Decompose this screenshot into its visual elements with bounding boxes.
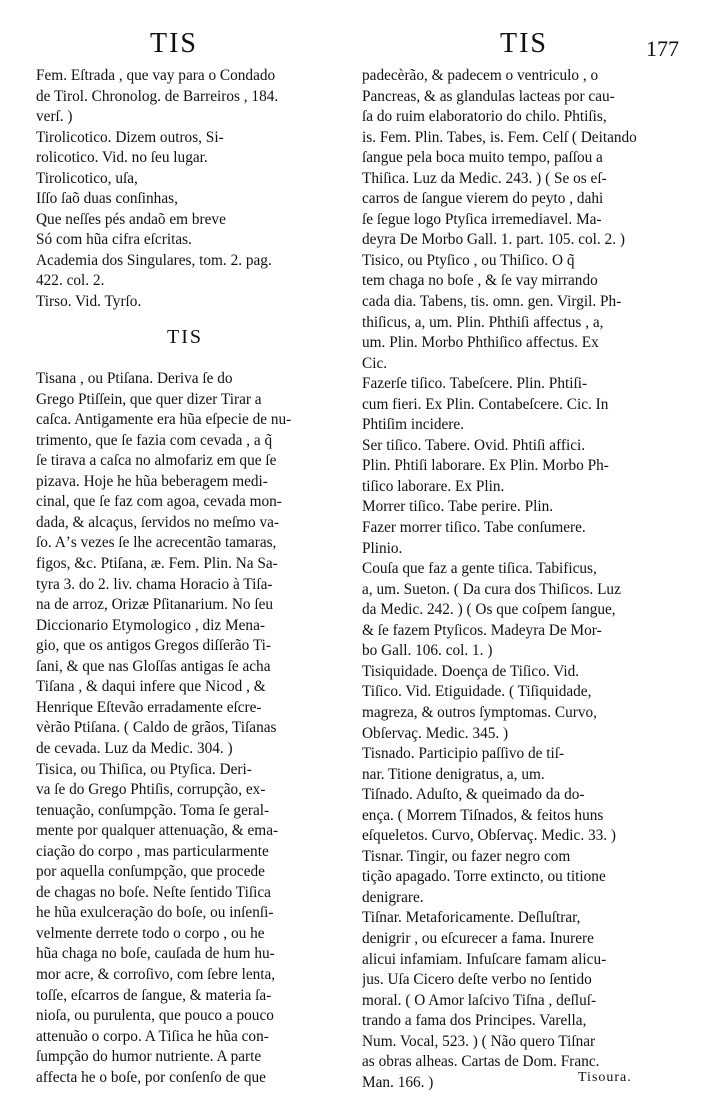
text-line: caſca. Antigamente era hũa eſpecie de nu- <box>36 411 292 429</box>
text-line: is. Fem. Plin. Tabes, is. Fem. Celſ ( Deitando <box>362 128 637 146</box>
text-line: cinal, que ſe faz com agoa, cevada mon- <box>36 493 282 511</box>
text-line: ſani, & que nas Gloſſas antigas ſe acha <box>36 657 271 675</box>
text-line: trimento, que ſe fazia com cevada , a q̃ <box>36 431 273 449</box>
text-line: Morrer tiſico. Tabe perire. Plin. <box>362 498 554 516</box>
text-line: de Tirol. Chronolog. de Barreiros , 184. <box>36 87 279 105</box>
text-line: pizava. Hoje he hũa beberagem medi- <box>36 472 268 490</box>
text-line: vèrão Ptiſana. ( Caldo de grãos, Tiſanas <box>36 719 277 737</box>
text-line: tyra 3. do 2. liv. chama Horacio à Tiſa- <box>36 575 273 593</box>
text-line: carros de ſangue vierem do peyto , dahi <box>362 190 604 208</box>
text-line: Cic. <box>362 354 388 372</box>
text-line: Grego Ptiſſein, que quer dizer Tirar a <box>36 390 262 408</box>
text-line: figos, &c. Ptiſana, æ. Fem. Plin. Na Sa- <box>36 555 278 573</box>
text-line: da Medic. 242. ) ( Os que coſpem ſangue, <box>362 601 616 619</box>
text-line: va ſe do Grego Phtiſis, corrupção, ex- <box>36 781 266 799</box>
text-line: as obras alheas. Cartas de Dom. Franc. <box>362 1053 600 1071</box>
text-line: Man. 166. ) <box>362 1073 434 1091</box>
text-line: Phtiſim incidere. <box>362 416 464 434</box>
text-line: cada dia. Tabens, tis. omn. gen. Virgil. Ph- <box>362 293 622 311</box>
text-line: mente por qualquer attenuação, & ema- <box>36 822 279 840</box>
text-line: deyra De Morbo Gall. 1. part. 105. col. 2. ) <box>362 231 625 249</box>
text-line: moral. ( O Amor laſcivo Tiſna , deſluſ- <box>362 991 597 1009</box>
text-line: Tiſico. Vid. Etiguidade. ( Tiſiquidade, <box>362 683 592 701</box>
page-number: 177 <box>646 36 679 61</box>
text-line: ſa do ruim elaboratorio do chilo. Phtiſis, <box>362 108 607 126</box>
left-column <box>36 66 334 1088</box>
text-line: Tisico, ou Ptyſico , ou Thiſico. O q̃ <box>362 251 575 269</box>
text-line: Pancreas, & as glandulas lacteas por cau- <box>362 87 615 105</box>
text-line: Tisnar. Tingir, ou fazer negro com <box>362 847 571 865</box>
right-column <box>362 66 660 1093</box>
text-line: denigrare. <box>362 888 424 906</box>
text-line: Thiſica. Luz da Medic. 243. ) ( Se os eſ- <box>362 169 607 187</box>
text-line: nioſa, ou purulenta, que pouco a pouco <box>36 1007 274 1025</box>
text-line: a, um. Sueton. ( Da cura dos Thiſicos. Luz <box>362 580 621 598</box>
text-line: Ser tiſico. Tabere. Ovid. Phtiſi affici. <box>362 436 586 454</box>
catchword: Tisoura. <box>578 1070 632 1085</box>
text-line: verſ. ) <box>36 108 73 126</box>
text-line: cum fieri. Ex Plin. Contabeſcere. Cic. In <box>362 395 609 413</box>
text-line: ſe tirava a caſca no almofariz em que ſe <box>36 452 277 470</box>
text-line: & ſe fazem Ptyſicos. Madeyra De Mor- <box>362 621 602 639</box>
text-line: ſangue pela boca muito tempo, paſſou a <box>362 149 603 167</box>
text-line: Fem. Eſtrada , que vay para o Condado <box>36 67 276 84</box>
text-line: Henrique Eſtevão erradamente eſcre- <box>36 698 262 716</box>
text-line: Diccionario Etymologico , diz Mena- <box>36 616 265 634</box>
text-line: na de arroz, Orizæ Pſitanarium. No ſeu <box>36 596 274 614</box>
text-line: Tisnado. Participio paſſivo de tiſ- <box>362 745 565 763</box>
text-line: tem chaga no boſe , & ſe vay mirrando <box>362 272 598 290</box>
text-line: padecèrão, & padecem o ventriculo , o <box>362 67 599 84</box>
text-line: ença. ( Morrem Tiſnados, & feitos huns <box>362 806 604 824</box>
text-line: attenuão o corpo. A Tiſica he hũa con- <box>36 1027 269 1045</box>
text-line: Iſſo ſaõ duas conſinhas, <box>36 190 178 208</box>
text-line: de cevada. Luz da Medic. 304. ) <box>36 739 233 757</box>
text-line: Fazer morrer tiſico. Tabe conſumere. <box>362 519 586 537</box>
text-line: Que neſſes pés andaõ em breve <box>36 210 226 228</box>
text-line: Tirso. Vid. Tyrſo. <box>36 293 142 311</box>
text-line: tenuação, conſumpção. Toma ſe geral- <box>36 801 270 819</box>
text-line: ſo. Aʼs vezes ſe lhe acrecentão tamaras, <box>36 534 277 552</box>
text-line: mor acre, & corroſivo, com ſebre lenta, <box>36 965 276 983</box>
text-line: gio, que os antigos Gregos diſſerão Ti- <box>36 637 271 655</box>
text-line: de chagas no boſe. Neſte ſentido Tiſica <box>36 883 271 901</box>
text-line: velmente derrete todo o corpo , ou he <box>36 924 265 942</box>
running-head-left: TIS <box>150 28 198 59</box>
text-line: Tirolicotico. Dizem outros, Si- <box>36 128 224 146</box>
text-line: magreza, & outros ſymptomas. Curvo, <box>362 703 597 721</box>
text-line: toſſe, eſcarros de ſangue, & materia ſa- <box>36 986 272 1004</box>
text-line: alicui infamiam. Infuſcare famam alicu- <box>362 950 607 968</box>
text-line: nar. Titione denigratus, a, um. <box>362 765 545 783</box>
text-line: Tirolicotico, uſa, <box>36 169 138 187</box>
text-line: tiſico laborare. Ex Plin. <box>362 477 505 495</box>
text-line: Fazerſe tiſico. Tabeſcere. Plin. Phtiſi- <box>362 375 588 393</box>
text-line: dada, & alcaçus, ſervidos no meſmo va- <box>36 513 279 531</box>
right-column-entries <box>362 66 660 1093</box>
section-title: TIS <box>167 325 203 348</box>
text-line: Tisana , ou Ptiſana. Deriva ſe do <box>36 370 233 388</box>
text-line: denigrir , ou eſcurecer a fama. Inurere <box>362 929 594 947</box>
text-line: Tiſana , & daqui infere que Nicod , & <box>36 678 266 696</box>
text-line: Tisica, ou Thiſica, ou Ptyſica. Deri- <box>36 760 252 778</box>
text-line: Plinio. <box>362 539 403 557</box>
text-line: ſe ſegue logo Ptyſica irremediavel. Ma- <box>362 210 602 228</box>
text-line: Obſervaç. Medic. 345. ) <box>362 724 509 742</box>
text-line: Couſa que faz a gente tiſica. Tabificus, <box>362 560 597 578</box>
text-line: affecta he o boſe, por conſenſo de que <box>36 1068 266 1086</box>
text-line: he hũa exulceração do boſe, ou inſenſi- <box>36 904 274 922</box>
running-head-right: TIS <box>500 28 548 59</box>
text-line: jus. Uſa Cicero deſte verbo no ſentido <box>362 971 592 989</box>
text-line: Academia dos Singulares, tom. 2. pag. <box>36 251 272 269</box>
text-line: Plin. Phtiſi laborare. Ex Plin. Morbo Ph- <box>362 457 609 475</box>
text-line: tição apagado. Torre extincto, ou titione <box>362 868 606 886</box>
text-line: Tiſnado. Aduſto, & queimado da do- <box>362 786 585 804</box>
text-line: 422. col. 2. <box>36 272 105 290</box>
text-line: Tiſnar. Metaforicamente. Deſluſtrar, <box>362 909 581 927</box>
text-line: Num. Vocal, 523. ) ( Não quero Tiſnar <box>362 1032 596 1050</box>
text-line: rolicotico. Vid. no ſeu lugar. <box>36 149 208 167</box>
text-line: bo Gall. 106. col. 1. ) <box>362 642 493 660</box>
text-line: trando a fama dos Principes. Varella, <box>362 1012 587 1030</box>
text-line: por aquella conſumpção, que procede <box>36 863 265 881</box>
text-line: eſqueletos. Curvo, Obſervaç. Medic. 33. ) <box>362 827 617 845</box>
left-column-entries <box>36 369 334 1088</box>
text-line: Tisiquidade. Doença de Tiſico. Vid. <box>362 662 580 680</box>
text-line: ſumpção do humor nutriente. A parte <box>36 1048 262 1066</box>
text-line: Só com hũa cifra eſcritas. <box>36 231 192 249</box>
left-column-top-lines <box>36 66 334 313</box>
text-line: ciação do corpo , mas particularmente <box>36 842 269 860</box>
text-line: hũa chaga no boſe, cauſada de hum hu- <box>36 945 275 963</box>
text-line: thiſicus, a, um. Plin. Phthiſi affectus , a, <box>362 313 604 331</box>
text-line: um. Plin. Morbo Phthiſico affectus. Ex <box>362 334 599 352</box>
